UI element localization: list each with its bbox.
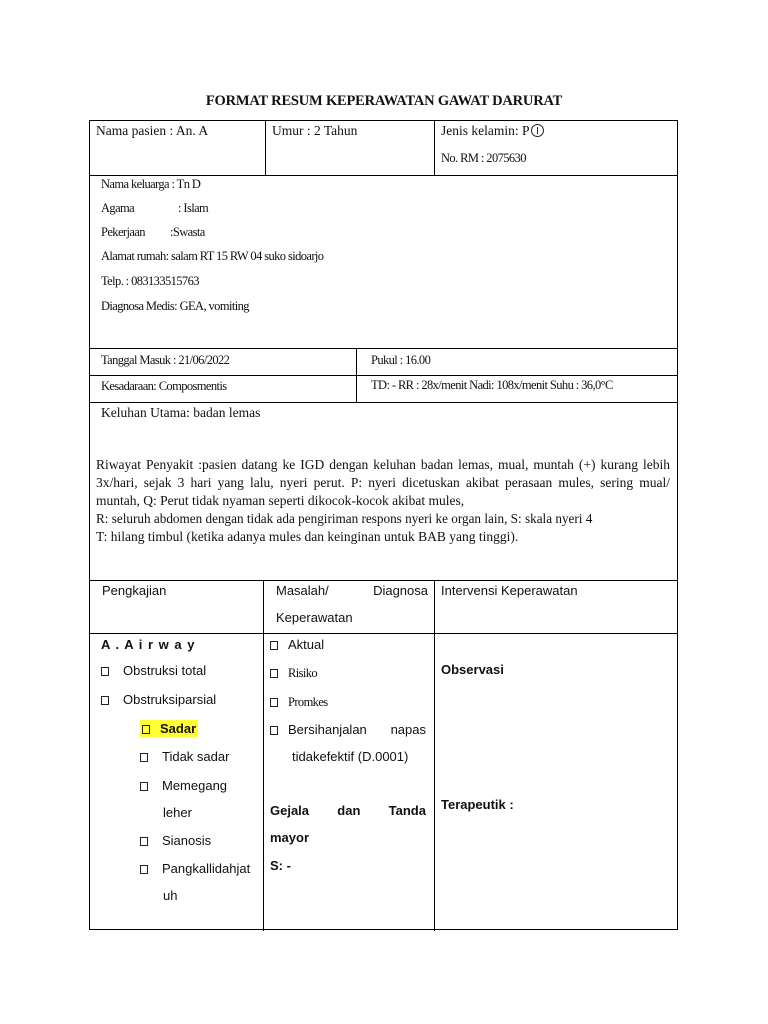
divider: [434, 121, 435, 175]
nursing-summary-form: [89, 120, 678, 930]
divider: [90, 402, 677, 403]
divider: [263, 580, 264, 931]
patient-name: Nama pasien : An. A: [96, 123, 209, 138]
checkbox-label: Sadar: [160, 721, 197, 736]
phone-number: Telp. : 083133515763: [101, 274, 199, 288]
checkbox-label: Bersihanjalan: [288, 722, 367, 737]
occupation-label: Pekerjaan: [101, 225, 145, 239]
divider: [90, 580, 677, 581]
checkbox-icon: [270, 698, 278, 707]
heading-word: Gejala: [270, 803, 310, 818]
column-header-masalah-label: Masalah/: [276, 583, 329, 598]
checkbox-icon: [270, 669, 278, 678]
checkbox-icon: [101, 696, 109, 705]
checkbox-icon: [270, 726, 278, 735]
medical-record-number: No. RM : 2075630: [441, 151, 526, 165]
medical-diagnosis: Diagnosa Medis: GEA, vomiting: [101, 299, 249, 313]
terapeutik-heading: Terapeutik :: [441, 797, 514, 812]
checkbox-label: Pangkallidahjat: [162, 861, 251, 876]
checkbox-risiko[interactable]: [270, 665, 317, 681]
column-header-diagnosa-label: Diagnosa: [373, 583, 428, 598]
checkbox-promkes[interactable]: [270, 694, 328, 710]
divider: [434, 580, 435, 931]
religion-label: Agama: [101, 201, 135, 215]
divider: [90, 375, 677, 376]
circled-mark-icon: [531, 124, 544, 137]
checkbox-icon: [140, 782, 148, 791]
checkbox-label: Aktual: [288, 637, 325, 652]
checkbox-icon: [101, 667, 109, 676]
checkbox-label-continued: uh: [163, 888, 178, 903]
checkbox-label: Promkes: [288, 695, 328, 709]
divider: [90, 633, 677, 634]
diagnosis-code: tidakefektif (D.0001): [292, 749, 409, 764]
subjective-label: S: -: [270, 858, 291, 873]
heading-word: dan: [337, 803, 361, 818]
religion-value: : Islam: [178, 201, 209, 215]
checkbox-label-continued: leher: [163, 805, 192, 820]
checkbox-sadar[interactable]: [140, 721, 198, 737]
checkbox-memegang-leher[interactable]: [140, 778, 227, 794]
column-header-keperawatan: Keperawatan: [276, 610, 353, 625]
signs-symptoms-heading: [270, 803, 426, 819]
checkbox-aktual[interactable]: [270, 637, 324, 653]
checkbox-label: Obstruksiparsial: [123, 692, 217, 707]
checkbox-obstruksi-total[interactable]: [101, 663, 206, 679]
checkbox-label: Risiko: [288, 666, 318, 680]
checkbox-label: Obstruksi total: [123, 663, 207, 678]
checkbox-icon: [142, 725, 150, 734]
column-header-intervensi: Intervensi Keperawatan: [441, 583, 578, 598]
vital-signs: TD: - RR : 28x/menit Nadi: 108x/menit Suhu : 36,0°C: [371, 378, 613, 392]
checkbox-obstruksi-parsial[interactable]: [101, 692, 216, 708]
occupation-value: :Swasta: [170, 225, 205, 239]
checkbox-label-word: napas: [390, 722, 426, 737]
checkbox-icon: [140, 837, 148, 846]
highlighted-option: [140, 720, 198, 737]
admission-time: Pukul : 16.00: [371, 353, 431, 367]
checkbox-tidak-sadar[interactable]: [140, 749, 229, 765]
admission-date: Tanggal Masuk : 21/06/2022: [101, 353, 230, 367]
checkbox-label: Tidak sadar: [162, 749, 230, 764]
divider: [90, 348, 677, 349]
medical-history: Riwayat Penyakit :pasien datang ke IGD dengan keluhan badan lemas, mual, muntah (+) kurang lebih 3x/hari, sejak 3 hari yang lalu, nyeri perut. P: nyeri dicetuskan akibat perasaan mules, sering mual/ muntah, Q: Perut tidak nyaman seperti dikocok-kocok akibat mules,: [96, 457, 670, 508]
checkbox-bersihan-jalan-napas[interactable]: [270, 722, 426, 738]
gender-label: Jenis kelamin: P: [441, 123, 530, 138]
checkbox-icon: [140, 865, 148, 874]
gender-field: [441, 123, 544, 139]
divider: [265, 121, 266, 175]
medical-history-t: T: hilang timbul (ketika adanya mules dan keinginan untuk BAB yang tinggi).: [96, 529, 519, 544]
checkbox-label: Memegang: [162, 778, 228, 793]
checkbox-sianosis[interactable]: [140, 833, 211, 849]
signs-symptoms-mayor: mayor: [270, 830, 310, 845]
checkbox-pangkal-lidah[interactable]: [140, 861, 250, 877]
heading-word: Tanda: [388, 803, 426, 818]
consciousness-level: Kesadaraan: Composmentis: [101, 379, 227, 393]
column-header-masalah: [276, 583, 428, 599]
patient-age: Umur : 2 Tahun: [272, 123, 358, 138]
divider: [356, 348, 357, 402]
observasi-heading: Observasi: [441, 662, 504, 677]
checkbox-label: Sianosis: [162, 833, 212, 848]
airway-heading: A . A i r w a y: [101, 637, 196, 652]
checkbox-icon: [140, 753, 148, 762]
home-address: Alamat rumah: salam RT 15 RW 04 suko sidoarjo: [101, 249, 324, 263]
family-name: Nama keluarga : Tn D: [101, 177, 201, 191]
medical-history-r: R: seluruh abdomen dengan tidak ada pengiriman respons nyeri ke organ lain, S: skala nyeri 4: [96, 511, 593, 526]
document-title: FORMAT RESUM KEPERAWATAN GAWAT DARURAT: [205, 93, 563, 109]
chief-complaint: Keluhan Utama: badan lemas: [101, 405, 261, 420]
checkbox-icon: [270, 641, 278, 650]
column-header-pengkajian: Pengkajian: [102, 583, 167, 598]
